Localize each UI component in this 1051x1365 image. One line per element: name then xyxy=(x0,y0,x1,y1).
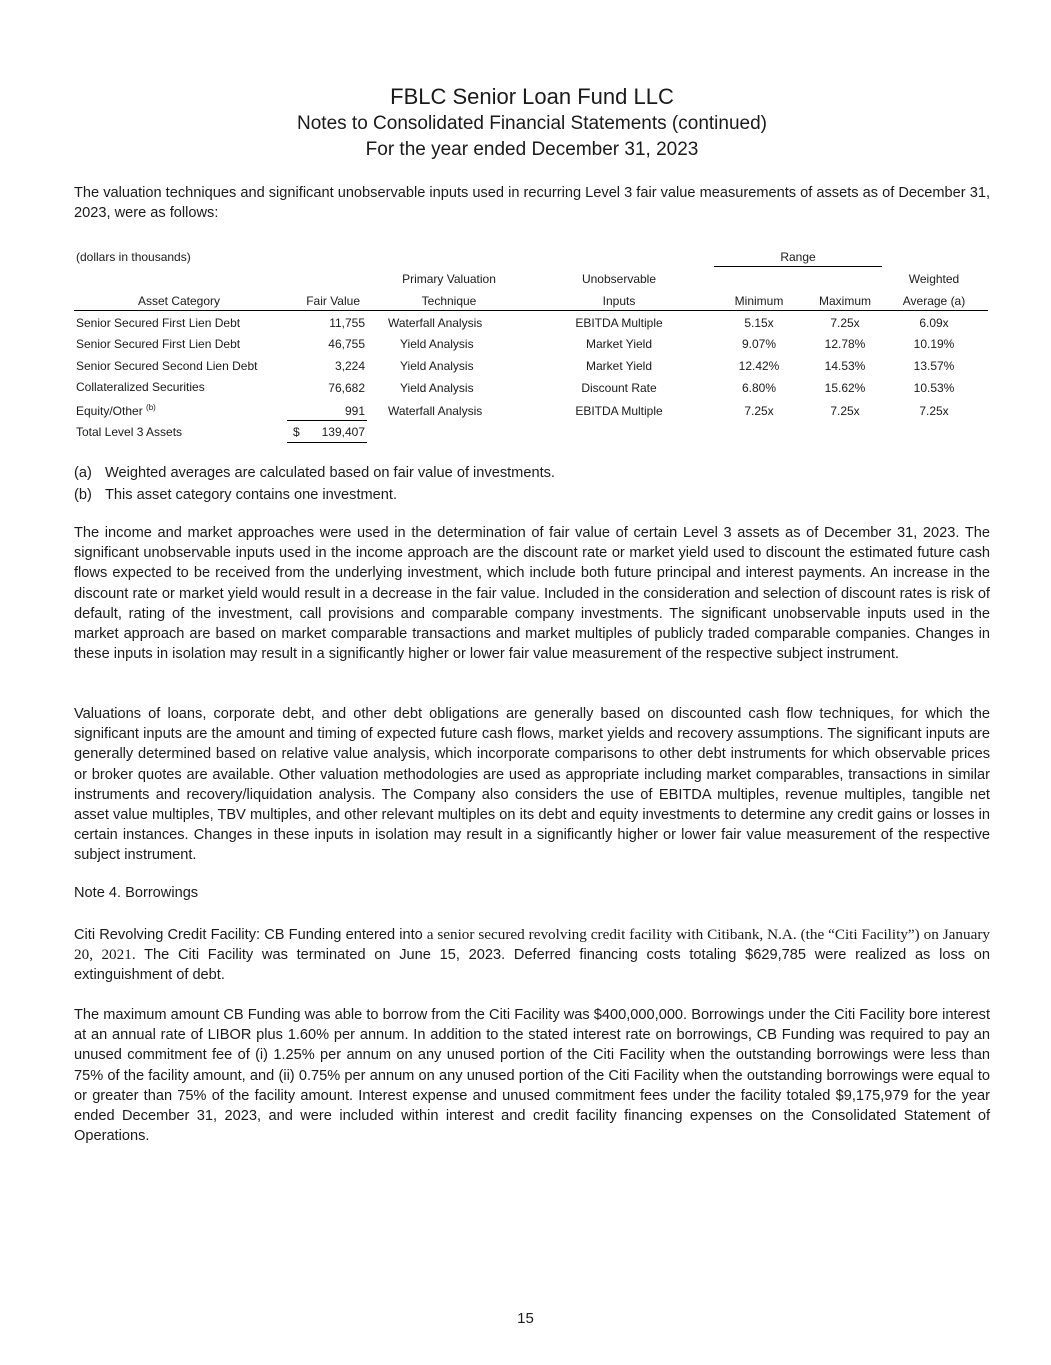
cell-avg: 6.09x xyxy=(919,316,949,330)
citi-facility-paragraph xyxy=(74,925,990,986)
cell-fair-value: 991 xyxy=(344,404,365,418)
cell-input: Market Yield xyxy=(585,359,653,373)
footnote-a xyxy=(74,462,555,484)
cell-technique: Yield Analysis xyxy=(400,359,474,373)
cell-max: 15.62% xyxy=(824,381,866,395)
header-inputs-1: Unobservable xyxy=(581,272,657,286)
cell-category: Senior Secured Second Lien Debt xyxy=(76,359,258,373)
cell-technique: Yield Analysis xyxy=(400,337,474,351)
header-fair-value: Fair Value xyxy=(306,294,360,308)
cell-category xyxy=(76,403,156,418)
cell-technique: Waterfall Analysis xyxy=(388,316,483,330)
intro-paragraph: The valuation techniques and significant unobservable inputs used in recurring Level 3 fair value measurements of assets as of December 31, 2023, were as follows: xyxy=(74,185,990,222)
total-currency: $ xyxy=(293,425,300,439)
note-4-heading: Note 4. Borrowings xyxy=(74,885,199,901)
range-header: Range xyxy=(780,250,816,264)
cell-category: Senior Secured First Lien Debt xyxy=(76,337,241,351)
cell-min: 7.25x xyxy=(744,404,774,418)
cell-category-text: Equity/Other xyxy=(76,404,143,418)
range-rule xyxy=(714,266,882,267)
income-approach-paragraph: The income and market approaches were used in the determination of fair value of certain Level 3 assets as of December 31, 2023. The significant unobservable inputs used in the income approach are the discount rate or market yield used to discount the estimated future cash flows expected to be received from the underlying investment, which include both future principal and interest payments. An increase in the discount rate or market yield would result in a decrease in the fair value. Included in the consideration and selection of discount rates is risk of default, rating of the investment, call provisions and comparable company investments. The significant unobservable inputs used in the market approach are based on market comparable transactions and market multiples of publicly traded comparable companies. Changes in these inputs in isolation may result in a significantly higher or lower fair value measurement of the respective subject instrument. xyxy=(74,525,990,663)
cell-min: 5.15x xyxy=(744,316,774,330)
header-technique-2: Technique xyxy=(421,294,477,308)
cell-input: Market Yield xyxy=(585,337,653,351)
header-asset-category: Asset Category xyxy=(137,294,221,308)
cell-max: 7.25x xyxy=(830,316,860,330)
cell-max: 14.53% xyxy=(824,359,866,373)
cell-min: 9.07% xyxy=(741,337,777,351)
cell-fair-value: 11,755 xyxy=(329,316,365,330)
citi-lead-text: Citi Revolving Credit Facility: CB Funding entered into xyxy=(74,927,423,943)
valuations-paragraph: Valuations of loans, corporate debt, and other debt obligations are generally based on discounted cash flow techniques, for which the significant inputs are the amount and timing of expected future cash flows, market yields and recovery assumptions. The significant inputs are generally determined based on relative value analysis, which incorporate comparisons to other debt instruments for which observable prices or broker quotes are available. Other valuation methodologies are used as appropriate including market comparables, transactions in similar instruments and recovery/liquidation analysis. The Company also considers the use of EBITDA multiples, revenue multiples, tangible net asset value multiples, TBV multiples, and other relevant multiples on its debt and equity investments to determine any credit gains or losses in certain instances. Changes in these inputs in isolation may result in a significantly higher or lower fair value measurement of the respective subject instrument. xyxy=(74,706,990,864)
total-value: 139,407 xyxy=(321,425,365,439)
header-rule xyxy=(74,310,988,311)
cell-category: Senior Secured First Lien Debt xyxy=(76,316,241,330)
header-weighted-1: Weighted xyxy=(908,272,960,286)
header-technique-1: Primary Valuation xyxy=(402,272,496,286)
subtotal-rule xyxy=(287,420,367,421)
total-rule xyxy=(287,442,367,443)
header-minimum: Minimum xyxy=(734,294,784,308)
period-title: For the year ended December 31, 2023 xyxy=(365,139,699,160)
cell-avg: 10.53% xyxy=(913,381,955,395)
cell-avg: 10.19% xyxy=(913,337,955,351)
cell-input: EBITDA Multiple xyxy=(575,316,663,330)
cell-input: EBITDA Multiple xyxy=(575,404,663,418)
footnote-b xyxy=(74,484,555,506)
cell-input: Discount Rate xyxy=(581,381,657,395)
document-subtitle: Notes to Consolidated Financial Statements (continued) xyxy=(297,113,767,134)
cell-avg: 13.57% xyxy=(913,359,955,373)
cell-technique: Yield Analysis xyxy=(400,381,474,395)
citi-rest-text: The Citi Facility was terminated on June 15, 2023. Deferred financing costs totaling $629,785 were realized as loss on extinguishment of debt. xyxy=(74,947,990,984)
footnote-ref-b: (b) xyxy=(146,403,156,412)
footnotes xyxy=(74,462,555,506)
company-title: FBLC Senior Loan Fund LLC xyxy=(390,84,674,109)
cell-technique: Waterfall Analysis xyxy=(388,404,483,418)
units-note: (dollars in thousands) xyxy=(76,250,191,264)
footnote-text: This asset category contains one investment. xyxy=(105,487,398,503)
page-number: 15 xyxy=(517,1310,534,1327)
total-label: Total Level 3 Assets xyxy=(76,425,183,439)
cell-min: 12.42% xyxy=(738,359,780,373)
header-maximum: Maximum xyxy=(818,294,871,308)
cell-max: 7.25x xyxy=(830,404,860,418)
header-weighted-2: Average (a) xyxy=(902,294,966,308)
footnote-mark: (a) xyxy=(74,465,92,481)
cell-fair-value: 3,224 xyxy=(334,359,365,373)
max-amount-paragraph: The maximum amount CB Funding was able to borrow from the Citi Facility was $400,000,000. Borrowings under the Citi Facility bore interest at an annual rate of LIBOR plus 1.60% per annum. In addition to the stated interest rate on borrowings, CB Funding was required to pay an unused commitment fee of (i) 1.25% per annum on any unused portion of the Citi Facility when the outstanding borrowings were less than 75% of the facility amount, and (ii) 0.75% per annum on any unused portion of the Citi Facility when the outstanding borrowings were equal to or greater than 75% of the facility amount. Interest expense and unused commitment fees under the facility totaled $9,175,979 for the year ended December 31, 2023, and were included within interest and credit facility financing expenses on the Consolidated Statement of Operations. xyxy=(74,1007,990,1145)
cell-category: Collateralized Securities xyxy=(76,380,205,394)
footnote-text: Weighted averages are calculated based on fair value of investments. xyxy=(105,465,555,481)
cell-avg: 7.25x xyxy=(919,404,949,418)
title-block xyxy=(74,83,990,163)
cell-max: 12.78% xyxy=(824,337,866,351)
header-inputs-2: Inputs xyxy=(602,294,636,308)
footnote-mark: (b) xyxy=(74,487,92,503)
citi-serif-text: a senior secured revolving credit facility with Citibank, N.A. (the “Citi Facility”) on January 20, 2021. xyxy=(74,926,990,964)
cell-min: 6.80% xyxy=(741,381,777,395)
cell-fair-value: 76,682 xyxy=(328,381,365,395)
cell-fair-value: 46,755 xyxy=(328,337,365,351)
